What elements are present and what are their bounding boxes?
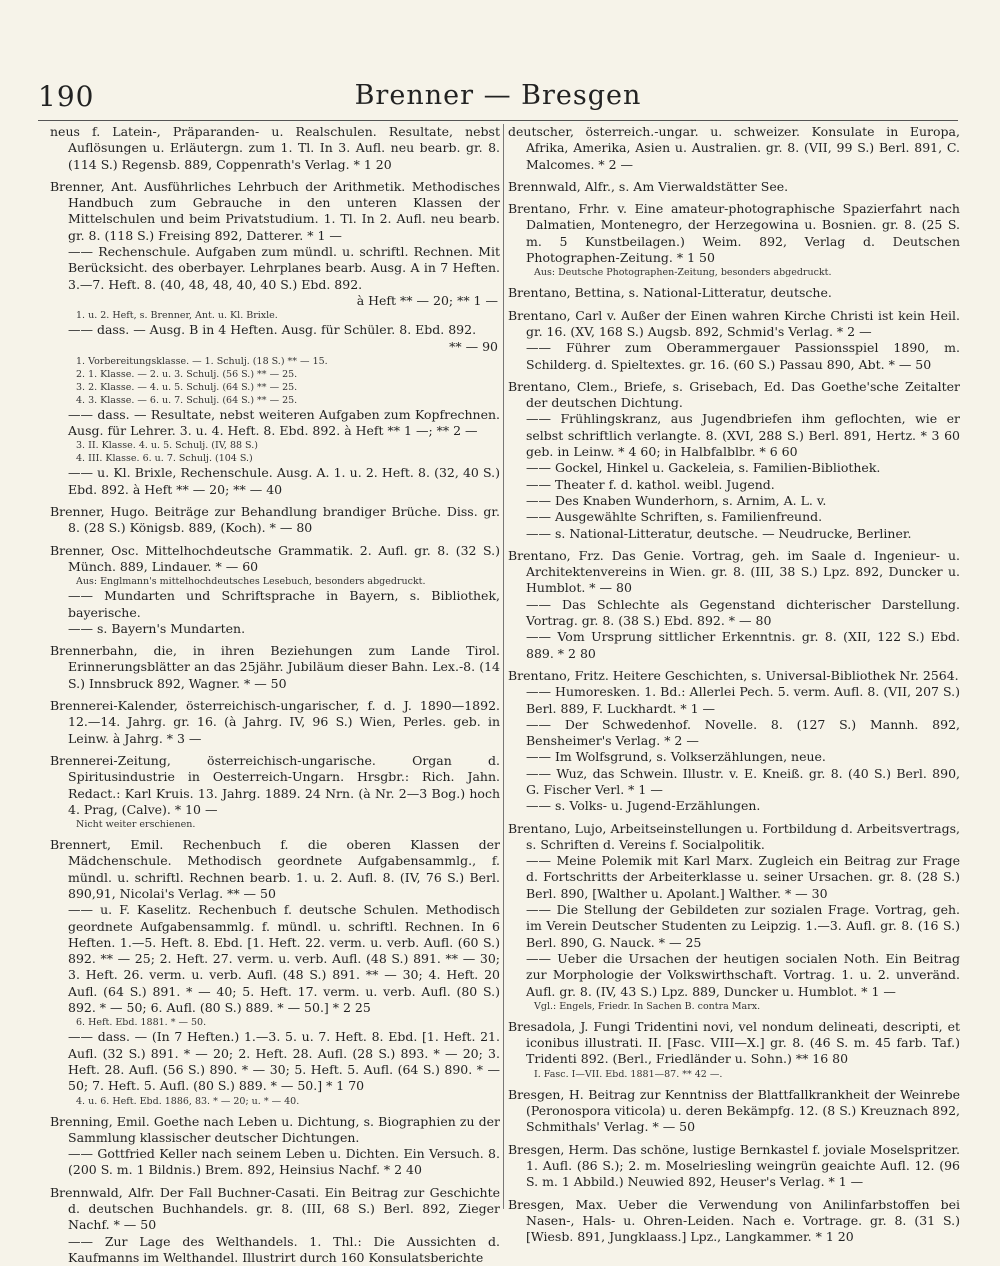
catalog-entry: Brennerbahn, die, in ihren Beziehungen zum Lande Tirol. Erinnerungsblätter an das 25jähr. Jubiläum dieser Bahn. Lex.-8. (14 S.) Innsbruck 892, Wagner. * — 50 bbox=[50, 643, 500, 691]
header-rule bbox=[38, 120, 958, 121]
left-column bbox=[50, 124, 500, 1266]
sub-entry: —— Vom Ursprung sittlicher Erkenntnis. gr. 8. (XII, 122 S.) Ebd. 889. * 2 80 bbox=[526, 629, 960, 661]
sub-entry: —— Wuz, das Schwein. Illustr. v. E. Kneiß. gr. 8. (40 S.) Berl. 890, G. Fischer Verl. * 1 — bbox=[526, 765, 960, 797]
sub-entry: —— Des Knaben Wunderhorn, s. Arnim, A. L. v. bbox=[526, 492, 827, 508]
catalog-entry: Bresgen, Herm. Das schöne, lustige Bernkastel f. joviale Moselspritzer. 1. Aufl. (86 S.); 2. m. Moselriesling weingrün geaichte Aufl. 12. (96 S. m. 1 Abbild.) Neuwied 892, Heuser's Verlag. * 1 — bbox=[508, 1141, 960, 1190]
sub-entry: —— Theater f. d. kathol. weibl. Jugend. bbox=[526, 476, 775, 492]
catalog-entry: Brentano, Lujo, Arbeitseinstellungen u. Fortbildung d. Arbeitsvertrags, s. Schriften d. Vereins f. Socialpolitik. bbox=[508, 820, 960, 852]
catalog-entry: Brenner, Osc. Mittelhochdeutsche Grammatik. 2. Aufl. gr. 8. (32 S.) Münch. 889, Lindauer. * — 60 bbox=[50, 542, 500, 574]
catalog-entry: Brentano, Frhr. v. Eine amateur-photographische Spazierfahrt nach Dalmatien, Montenegro, der Herzegowina u. Bosnien. gr. 8. (25 S. m. 5 Kunstbeilagen.) Weim. 892, Verlag d. Deutschen Photographen-Zeitung. * 1 50 bbox=[508, 201, 960, 266]
catalog-entry: Brentano, Frz. Das Genie. Vortrag, geh. im Saale d. Ingenieur- u. Architektenvereins in Wien. gr. 8. (III, 38 S.) Lpz. 892, Duncker u. Humblot. * — 80 bbox=[508, 547, 960, 596]
sub-entry: —— s. Bayern's Mundarten. bbox=[68, 620, 246, 636]
entry-note: Aus: Deutsche Photographen-Zeitung, besonders abgedruckt. bbox=[534, 267, 832, 279]
catalog-entry: Bresgen, Max. Ueber die Verwendung von Anilinfarbstoffen bei Nasen-, Hals- u. Ohren-Leiden. Nach e. Vortrage. gr. 8. (31 S.) [Wiesb. 891, Jungklaass.] Lpz., Langkammer. * 1 20 bbox=[508, 1196, 960, 1245]
entry-note: 1. u. 2. Heft, s. Brenner, Ant. u. Kl. Brixle. bbox=[76, 310, 278, 322]
sub-entry: —— dass. — Ausg. B in 4 Heften. Ausg. für Schüler. 8. Ebd. 892. bbox=[68, 322, 477, 338]
column-divider bbox=[503, 124, 504, 1209]
entry-note: 4. 3. Klasse. — 6. u. 7. Schulj. (64 S.) ** — 25. bbox=[76, 394, 298, 406]
entry-continuation: deutscher, österreich.-ungar. u. schweizer. Konsulate in Europa, Afrika, Amerika, Asien u. Australien. gr. 8. (VII, 99 S.) Berl. 891, C. Malcomes. * 2 — bbox=[508, 124, 960, 172]
entry-note: 2. 1. Klasse. — 2. u. 3. Schulj. (56 S.) ** — 25. bbox=[76, 368, 298, 380]
sub-entry: —— Zur Lage des Welthandels. 1. Thl.: Die Aussichten d. Kaufmanns im Welthandel. Illustrirt durch 160 Konsulatsberichte bbox=[68, 1233, 500, 1265]
catalog-entry: Brenning, Emil. Goethe nach Leben u. Dichtung, s. Biographien zu der Sammlung klassischer deutscher Dichtungen. bbox=[50, 1113, 500, 1145]
sub-entry: —— Das Schlechte als Gegenstand dichterischer Darstellung. Vortrag. gr. 8. (38 S.) Ebd. 892. * — 80 bbox=[526, 596, 960, 629]
sub-entry: —— Humoresken. 1. Bd.: Allerlei Pech. 5. verm. Aufl. 8. (VII, 207 S.) Berl. 889, F. Luckhardt. * 1 — bbox=[526, 684, 960, 716]
sub-entry: —— Die Stellung der Gebildeten zur sozialen Frage. Vortrag, geh. im Verein Deutscher Studenten zu Leipzig. 1.—3. Aufl. gr. 8. (16 S.) Berl. 890, G. Nauck. * — 25 bbox=[526, 902, 960, 950]
sub-entry: —— u. F. Kaselitz. Rechenbuch f. deutsche Schulen. Methodisch geordnete Aufgabensammlg. f. mündl. u. schriftl. Rechnen. In 6 Heften. 1.—5. Heft. 8. Ebd. [1. Heft. 22. verm. u. verb. Aufl. (60 S.) 892. ** — 25; 2. Heft. 27. verm. u. verb. Aufl. (48 S.) 891. ** — 30; 3. Heft. 26. verm. u. verb. Aufl. (48 S.) 891. ** — 30; 4. Heft. 20 Aufl. (64 S.) 891. * — 40; 5. Heft. 17. verm. u. verb. Aufl. (80 S.) 892. * — 50; 6. Aufl. (80 S.) 889. * — 50.] * 2 25 bbox=[68, 902, 500, 1016]
page-header bbox=[38, 78, 958, 118]
sub-entry: —— dass. — Resultate, nebst weiteren Aufgaben zum Kopfrechnen. Ausg. für Lehrer. 3. u. 4. Heft. 8. Ebd. 892. à Heft ** 1 —; ** 2 — bbox=[68, 406, 500, 439]
catalog-entry: Brentano, Clem., Briefe, s. Grisebach, Ed. Das Goethe'sche Zeitalter der deutschen Dichtung. bbox=[508, 378, 960, 411]
catalog-entry: Brentano, Bettina, s. National-Litteratur, deutsche. bbox=[508, 285, 832, 301]
sub-entry: —— Frühlingskranz, aus Jugendbriefen ihm geflochten, wie er selbst schriftlich verlangte. 8. (XVI, 288 S.) Berl. 891, Hertz. * 3 60 geb. in Leinw. * 4 60; in Halbfalblbr. * 6 60 bbox=[526, 411, 960, 460]
sub-entry: —— dass. — (In 7 Heften.) 1.—3. 5. u. 7. Heft. 8. Ebd. [1. Heft. 21. Aufl. (32 S.) 891. * — 20; 2. Heft. 28. Aufl. (28 S.) 893. * — 20; 3. Heft. 28. Aufl. (56 S.) 890. * — 30; 5. Heft. 5. Aufl. (64 S.) 890. * — 50; 7. Heft. 5. Aufl. (80 S.) 889. * — 50.] * 1 70 bbox=[68, 1029, 500, 1094]
entry-note: I. Fasc. I—VII. Ebd. 1881—87. ** 42 —. bbox=[534, 1068, 723, 1080]
sub-entry: —— Führer zum Oberammergauer Passionsspiel 1890, m. Schilderg. d. Spieltextes. gr. 16. (60 S.) Passau 890, Abt. * — 50 bbox=[526, 340, 960, 372]
sub-entry: —— Gottfried Keller nach seinem Leben u. Dichten. Ein Versuch. 8. (200 S. m. 1 Bildnis.) Brem. 892, Heinsius Nachf. * 2 40 bbox=[68, 1146, 500, 1178]
catalog-entry: Brennerei-Zeitung, österreichisch-ungarische. Organ d. Spiritusindustrie in Oesterreich-Ungarn. Hrsgbr.: Rich. Jahn. Redact.: Karl Kruis. 13. Jahrg. 1889. 24 Nrn. (à Nr. 2—3 Bog.) hoch 4. Prag, (Calve). * 10 — bbox=[50, 752, 500, 817]
catalog-entry: Brentano, Fritz. Heitere Geschichten, s. Universal-Bibliothek Nr. 2564. bbox=[508, 667, 959, 683]
sub-entry: —— Rechenschule. Aufgaben zum mündl. u. schriftl. Rechnen. Mit Berücksicht. des oberbayer. Lehrplanes bearb. Ausg. A in 7 Heften. 3.—7. Heft. 8. (40, 48, 48, 40, 40 S.) Ebd. 892. bbox=[68, 244, 500, 292]
entry-note: Aus: Englmann's mittelhochdeutsches Lesebuch, besonders abgedruckt. bbox=[76, 576, 426, 588]
catalog-entry: Brenner, Hugo. Beiträge zur Behandlung brandiger Brüche. Diss. gr. 8. (28 S.) Königsb. 889, (Koch). * — 80 bbox=[50, 504, 500, 536]
sub-entry: —— Ueber die Ursachen der heutigen socialen Noth. Ein Beitrag zur Morphologie der Volkswirthschaft. Vortrag. 1. u. 2. unveränd. Aufl. gr. 8. (IV, 43 S.) Lpz. 889, Duncker u. Humblot. * 1 — bbox=[526, 950, 960, 999]
catalog-entry: Bresadola, J. Fungi Tridentini novi, vel nondum delineati, descripti, et iconibus illustrati. II. [Fasc. VIII—X.] gr. 8. (46 S. m. 45 farb. Taf.) Tridenti 892. (Berl., Friedländer u. Sohn.) ** 16 80 bbox=[508, 1018, 960, 1067]
price-line: à Heft ** — 20; ** 1 — bbox=[356, 292, 498, 308]
page-number: 190 bbox=[38, 80, 95, 113]
sub-entry: —— u. Kl. Brixle, Rechenschule. Ausg. A. 1. u. 2. Heft. 8. (32, 40 S.) Ebd. 892. à Heft ** — 20; ** — 40 bbox=[68, 465, 500, 497]
catalog-entry: Brennwald, Alfr. Der Fall Buchner-Casati. Ein Beitrag zur Geschichte d. deutschen Buchhandels. gr. 8. (III, 68 S.) Berl. 892, Zieger Nachf. * — 50 bbox=[50, 1184, 500, 1233]
catalog-entry: Brenner, Ant. Ausführliches Lehrbuch der Arithmetik. Methodisches Handbuch zum Gebrauche in den unteren Klassen der Mittelschulen und beim Privatstudium. 1. Tl. In 2. Aufl. neu bearb. gr. 8. (118 S.) Freising 892, Datterer. * 1 — bbox=[50, 178, 500, 243]
entry-note: 4. III. Klasse. 6. u. 7. Schulj. (104 S.) bbox=[76, 453, 253, 465]
sub-entry: —— s. National-Litteratur, deutsche. — Neudrucke, Berliner. bbox=[526, 525, 912, 541]
catalog-entry: Brennert, Emil. Rechenbuch f. die oberen Klassen der Mädchenschule. Methodisch geordnete Aufgabensammlg., f. mündl. u. schriftl. Rechnen bearb. 1. u. 2. Aufl. 8. (IV, 76 S.) Berl. 890,91, Nicolai's Verlag. ** — 50 bbox=[50, 837, 500, 901]
sub-entry: —— Gockel, Hinkel u. Gackeleia, s. Familien-Bibliothek. bbox=[526, 460, 881, 476]
sub-entry: —— Der Schwedenhof. Novelle. 8. (127 S.) Mannh. 892, Bensheimer's Verlag. * 2 — bbox=[526, 716, 960, 749]
entry-note: 4. u. 6. Heft. Ebd. 1886, 83. * — 20; u. * — 40. bbox=[76, 1095, 300, 1107]
price-line: ** — 90 bbox=[449, 338, 498, 354]
sub-entry: —— Ausgewählte Schriften, s. Familienfreund. bbox=[526, 509, 823, 525]
sub-entry: —— Meine Polemik mit Karl Marx. Zugleich ein Beitrag zur Frage d. Fortschritts der Arbeiterklasse u. seiner Ursachen. gr. 8. (28 S.) Berl. 890, [Walther u. Apolant.] Walther. * — 30 bbox=[526, 853, 960, 901]
entry-note: 3. II. Klasse. 4. u. 5. Schulj. (IV, 88 S.) bbox=[76, 440, 258, 452]
entry-note: Nicht weiter erschienen. bbox=[76, 819, 196, 831]
catalog-entry: Brentano, Carl v. Außer der Einen wahren Kirche Christi ist kein Heil. gr. 16. (XV, 168 S.) Augsb. 892, Schmid's Verlag. * 2 — bbox=[508, 307, 960, 339]
sub-entry: —— Im Wolfsgrund, s. Volkserzählungen, neue. bbox=[526, 749, 826, 765]
entry-note: Vgl.: Engels, Friedr. In Sachen B. contra Marx. bbox=[534, 1000, 761, 1012]
sub-entry: —— s. Volks- u. Jugend-Erzählungen. bbox=[526, 798, 761, 814]
catalog-entry: Brennerei-Kalender, österreichisch-ungarischer, f. d. J. 1890—1892. 12.—14. Jahrg. gr. 16. (à Jahrg. IV, 96 S.) Wien, Perles. geb. in Leinw. à Jahrg. * 3 — bbox=[50, 698, 500, 746]
entry-note: 6. Heft. Ebd. 1881. * — 50. bbox=[76, 1017, 207, 1029]
entry-note: 3. 2. Klasse. — 4. u. 5. Schulj. (64 S.) ** — 25. bbox=[76, 381, 298, 393]
catalog-entry: Brennwald, Alfr., s. Am Vierwaldstätter See. bbox=[508, 178, 789, 194]
catalog-entry: Bresgen, H. Beitrag zur Kenntniss der Blattfallkrankheit der Weinrebe (Peronospora viticola) u. deren Bekämpfg. 12. (8 S.) Kreuznach 892, Schmithals' Verlag. * — 50 bbox=[508, 1086, 960, 1135]
sub-entry: —— Mundarten und Schriftsprache in Bayern, s. Bibliothek, bayerische. bbox=[68, 588, 500, 620]
running-head: Brenner — Bresgen bbox=[354, 80, 642, 111]
right-column bbox=[508, 124, 960, 1245]
entry-note: 1. Vorbereitungsklasse. — 1. Schulj. (18 S.) ** — 15. bbox=[76, 355, 328, 367]
entry-continuation: neus f. Latein-, Präparanden- u. Realschulen. Resultate, nebst Auflösungen u. Erläutergn. zum 1. Tl. In 3. Aufl. neu bearb. gr. 8. (114 S.) Regensb. 889, Coppenrath's Verlag. * 1 20 bbox=[50, 124, 500, 172]
